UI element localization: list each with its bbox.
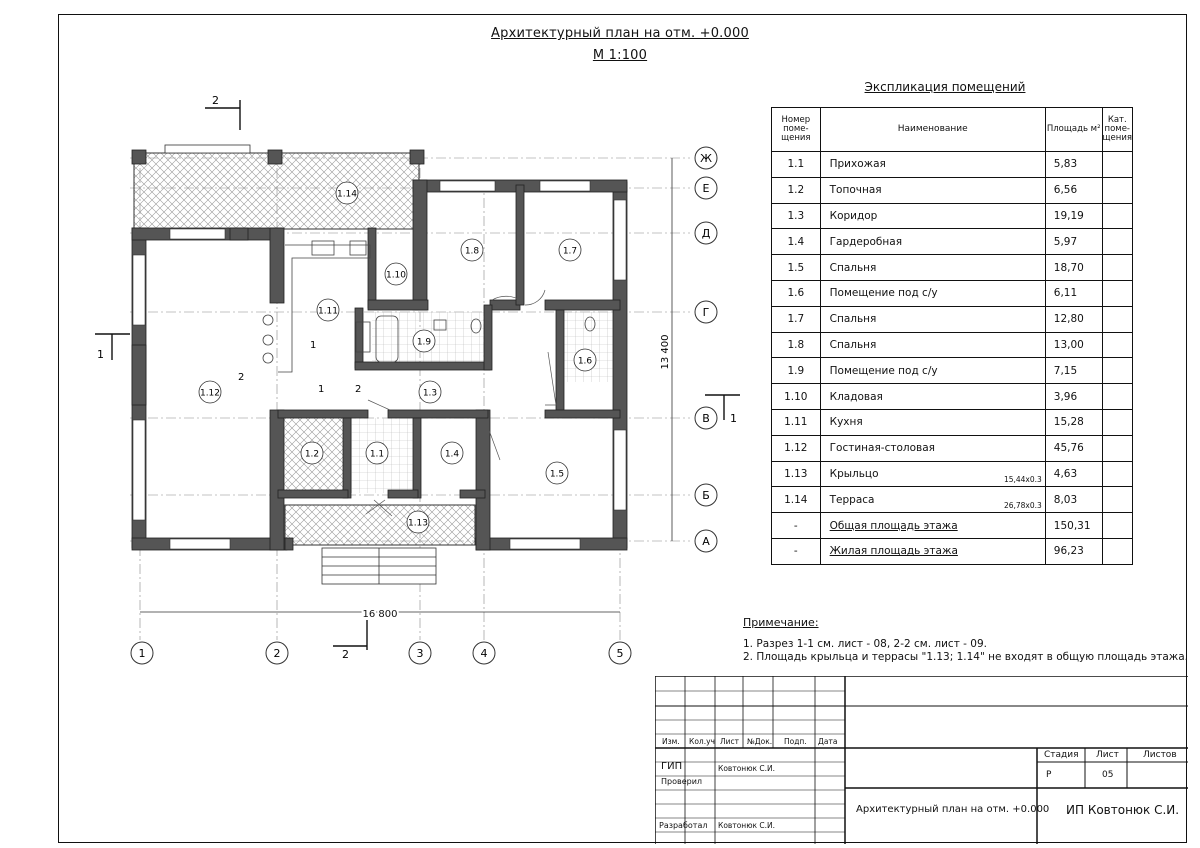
room-area: 15,28 <box>1045 409 1102 435</box>
room-area: 45,76 <box>1045 435 1102 461</box>
room-name <box>820 203 1045 229</box>
room-category <box>1102 177 1132 203</box>
section-2-bottom: 2 <box>342 648 349 661</box>
room-name-text: Крыльцо <box>829 467 879 480</box>
room-number: 1.3 <box>772 203 821 229</box>
room-category <box>1102 435 1132 461</box>
room-name <box>820 487 1045 513</box>
room-name-text: Спальня <box>829 313 877 326</box>
stamp-stage-header: Стадия <box>1044 750 1079 760</box>
total-category <box>1102 538 1132 564</box>
stamp-col-sign: Подп. <box>784 737 807 746</box>
axis-letter: Б <box>702 489 710 502</box>
room-area-formula: 15,44х0.3 <box>1003 475 1042 485</box>
axis-number: 4 <box>480 647 488 660</box>
header-area: Площадь м² <box>1045 108 1102 152</box>
room-name-text: Топочная <box>829 184 882 197</box>
room-tag: 1.10 <box>385 270 407 281</box>
room-name <box>820 384 1045 410</box>
drawing-title: Архитектурный план на отм. +0.000 <box>491 26 749 41</box>
explication-row <box>772 358 1133 384</box>
title-block <box>655 676 1188 844</box>
room-area: 19,19 <box>1045 203 1102 229</box>
axis-number: 3 <box>416 647 424 660</box>
room-name-text: Гостиная-столовая <box>829 442 935 455</box>
terrace-step <box>165 145 250 153</box>
notes-title: Примечание: <box>743 616 819 629</box>
room-number: 1.7 <box>772 306 821 332</box>
room-number: 1.6 <box>772 280 821 306</box>
room-category <box>1102 203 1132 229</box>
room-tag: 1.3 <box>422 388 438 399</box>
axis-letter: А <box>702 535 710 548</box>
note-line-2: 2. Площадь крыльца и террасы "1.13; 1.14" не входят в общую площадь этажа. <box>743 651 1189 663</box>
inner-mark: 1 <box>318 384 325 395</box>
room-tag: 1.5 <box>549 469 565 480</box>
room-category <box>1102 461 1132 487</box>
total-area: 96,23 <box>1045 538 1102 564</box>
room-tag: 1.1 <box>369 449 385 460</box>
room-area: 6,11 <box>1045 280 1102 306</box>
explication-row <box>772 332 1133 358</box>
explication-row <box>772 203 1133 229</box>
room-name-text: Прихожая <box>829 158 886 171</box>
inner-mark: 1 <box>310 340 317 351</box>
stamp-col-koluch: Кол.уч <box>689 737 715 746</box>
room-number: 1.1 <box>772 152 821 178</box>
room-tag: 1.4 <box>444 449 460 460</box>
room-name-text: Коридор <box>829 209 878 222</box>
total-name <box>820 513 1045 539</box>
stamp-col-list: Лист <box>720 737 740 746</box>
explication-row <box>772 461 1133 487</box>
room-area: 4,63 <box>1045 461 1102 487</box>
room-name-text: Помещение под с/у <box>829 364 938 377</box>
header-name: Наименование <box>820 108 1045 152</box>
room-name <box>820 409 1045 435</box>
header-num: Номер поме- щения <box>772 108 821 152</box>
total-name-text: Жилая площадь этажа <box>829 545 958 558</box>
room-name <box>820 280 1045 306</box>
explication-row <box>772 255 1133 281</box>
room-name <box>820 435 1045 461</box>
room-number: 1.9 <box>772 358 821 384</box>
room-category <box>1102 306 1132 332</box>
room-name-text: Терраса <box>829 493 875 506</box>
room-name-text: Кладовая <box>829 390 883 403</box>
room-number: 1.8 <box>772 332 821 358</box>
room-number: 1.13 <box>772 461 821 487</box>
room-tag: 1.6 <box>577 356 593 367</box>
room-name-text: Помещение под с/у <box>829 287 938 300</box>
porch-area <box>285 505 475 545</box>
room-category <box>1102 280 1132 306</box>
explication-row <box>772 384 1133 410</box>
explication-row <box>772 306 1133 332</box>
axis-letter: Г <box>702 306 710 319</box>
room-name <box>820 358 1045 384</box>
explication-total-row <box>772 538 1133 564</box>
room-tag: 1.8 <box>464 246 480 257</box>
explication-title: Экспликация помещений <box>864 80 1026 94</box>
axis-number: 5 <box>616 647 624 660</box>
total-number: - <box>772 538 821 564</box>
axis-letter: Е <box>702 182 710 195</box>
explication-row <box>772 487 1133 513</box>
room-category <box>1102 487 1132 513</box>
room-category <box>1102 384 1132 410</box>
room-name <box>820 229 1045 255</box>
room-category <box>1102 332 1132 358</box>
room-name-text: Спальня <box>829 261 877 274</box>
room-name <box>820 255 1045 281</box>
room-name-text: Спальня <box>829 338 877 351</box>
stamp-col-izm: Изм. <box>662 737 680 746</box>
room-name-text: Гардеробная <box>829 235 903 248</box>
section-1-left: 1 <box>97 348 104 361</box>
room-category <box>1102 152 1132 178</box>
room-area: 5,83 <box>1045 152 1102 178</box>
room-tag: 1.7 <box>562 246 578 257</box>
explication-row <box>772 435 1133 461</box>
room-number: 1.2 <box>772 177 821 203</box>
stamp-sheet: 05 <box>1102 770 1114 780</box>
drawing-scale: М 1:100 <box>592 48 648 63</box>
room-tag: 1.9 <box>416 337 432 348</box>
stamp-gip: ГИП <box>661 761 683 772</box>
dimension-horizontal: 16 800 <box>362 609 398 620</box>
stamp-checked: Проверил <box>661 777 703 786</box>
axis-letter: Д <box>701 227 711 240</box>
total-number: - <box>772 513 821 539</box>
explication-table <box>771 107 1133 565</box>
room-area: 8,03 <box>1045 487 1102 513</box>
room-tag: 1.14 <box>336 189 358 200</box>
room-number: 1.10 <box>772 384 821 410</box>
axis-number: 2 <box>273 647 281 660</box>
axis-letter: Ж <box>700 152 712 165</box>
total-category <box>1102 513 1132 539</box>
room-number: 1.11 <box>772 409 821 435</box>
explication-row <box>772 280 1133 306</box>
stamp-organization: ИП Ковтонюк С.И. <box>1066 803 1180 817</box>
room-name <box>820 306 1045 332</box>
stamp-col-doc: №Док. <box>747 737 773 746</box>
total-name-text: Общая площадь этажа <box>829 519 958 532</box>
room-name <box>820 177 1045 203</box>
room-tag: 1.12 <box>199 388 221 399</box>
explication-row <box>772 177 1133 203</box>
room-category <box>1102 255 1132 281</box>
axis-letter: В <box>702 412 710 425</box>
room-tag: 1.2 <box>304 449 320 460</box>
room-tag: 1.13 <box>407 518 429 529</box>
room-name <box>820 461 1045 487</box>
note-line-1: 1. Разрез 1-1 см. лист - 08, 2-2 см. лист - 09. <box>743 638 987 650</box>
axis-number: 1 <box>138 647 146 660</box>
room-category <box>1102 229 1132 255</box>
explication-row <box>772 152 1133 178</box>
room-name <box>820 152 1045 178</box>
stamp-stage: Р <box>1046 770 1052 780</box>
porch-stairs <box>322 548 436 584</box>
room-category <box>1102 358 1132 384</box>
room-area-formula: 26,78х0.3 <box>1003 501 1042 511</box>
inner-mark: 2 <box>355 384 362 395</box>
total-area: 150,31 <box>1045 513 1102 539</box>
room-name-text: Кухня <box>829 416 863 429</box>
room-area: 12,80 <box>1045 306 1102 332</box>
room-number: 1.5 <box>772 255 821 281</box>
stamp-col-date: Дата <box>818 737 838 746</box>
dimension-vertical: 13 400 <box>660 334 671 370</box>
section-2-top: 2 <box>212 94 219 107</box>
room-category <box>1102 409 1132 435</box>
room-area: 18,70 <box>1045 255 1102 281</box>
stamp-sheet-header: Лист <box>1096 750 1119 760</box>
room-area: 13,00 <box>1045 332 1102 358</box>
room-number: 1.12 <box>772 435 821 461</box>
room-area: 3,96 <box>1045 384 1102 410</box>
explication-total-row <box>772 513 1133 539</box>
room-tag: 1.11 <box>317 306 339 317</box>
total-name <box>820 538 1045 564</box>
stamp-doc-title: Архитектурный план на отм. +0.000 <box>856 804 1050 815</box>
room-area: 5,97 <box>1045 229 1102 255</box>
stamp-gip-name: Ковтонюк С.И. <box>718 764 776 773</box>
room-area: 6,56 <box>1045 177 1102 203</box>
room-number: 1.4 <box>772 229 821 255</box>
header-cat: Кат. поме- щения <box>1102 108 1132 152</box>
inner-mark: 2 <box>238 372 245 383</box>
room-name <box>820 332 1045 358</box>
stamp-sheets-header: Листов <box>1143 750 1177 760</box>
explication-row <box>772 409 1133 435</box>
room-number: 1.14 <box>772 487 821 513</box>
wc-floor <box>560 312 615 382</box>
section-1-right: 1 <box>730 412 737 425</box>
explication-row <box>772 229 1133 255</box>
stamp-dev-name: Ковтонюк С.И. <box>718 821 776 830</box>
room-area: 7,15 <box>1045 358 1102 384</box>
stamp-developed: Разработал <box>659 821 708 830</box>
